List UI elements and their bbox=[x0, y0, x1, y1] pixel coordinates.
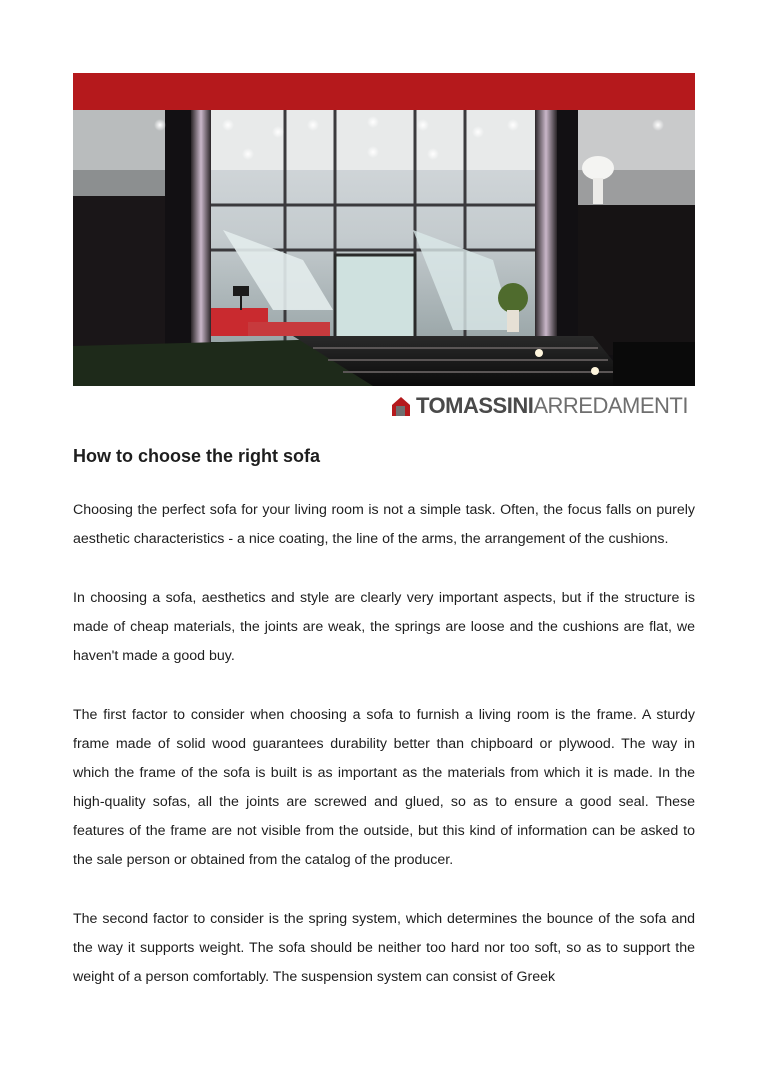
brand-name-light: ARREDAMENTI bbox=[533, 393, 688, 418]
article-paragraph: Choosing the perfect sofa for your living room is not a simple task. Often, the focus falls on purely aesthetic characteristics - a nice coating, the line of the arms, the arrangement of the cushions. bbox=[73, 502, 695, 547]
store-front-photo bbox=[73, 110, 695, 386]
article-paragraph: In choosing a sofa, aesthetics and style are clearly very important aspects, but if the structure is made of cheap materials, the joints are weak, the springs are loose and the cushions are flat, we haven't made a good buy. bbox=[73, 590, 695, 664]
header-banner bbox=[73, 73, 695, 110]
article-paragraph: The second factor to consider is the spring system, which determines the bounce of the sofa and the way it supports weight. The sofa should be neither too hard nor too soft, so as to support the weight of a person comfortably. The suspension system can consist of Greek bbox=[73, 911, 695, 985]
brand-logo bbox=[390, 394, 688, 418]
house-icon bbox=[390, 395, 412, 417]
article-paragraph: The first factor to consider when choosing a sofa to furnish a living room is the frame. A sturdy frame made of solid wood guarantees durability better than chipboard or plywood. The way in which the frame of the sofa is built is as important as the materials from which it is made. In the high-quality sofas, all the joints are screwed and glued, so as to ensure a good seal. These features of the frame are not visible from the outside, but this kind of information can be asked to the sale person or obtained from the catalog of the producer. bbox=[73, 707, 695, 868]
brand-name bbox=[416, 395, 688, 417]
brand-name-bold: TOMASSINI bbox=[416, 393, 534, 418]
store-front-illustration bbox=[73, 110, 695, 386]
article-title: How to choose the right sofa bbox=[73, 446, 321, 466]
